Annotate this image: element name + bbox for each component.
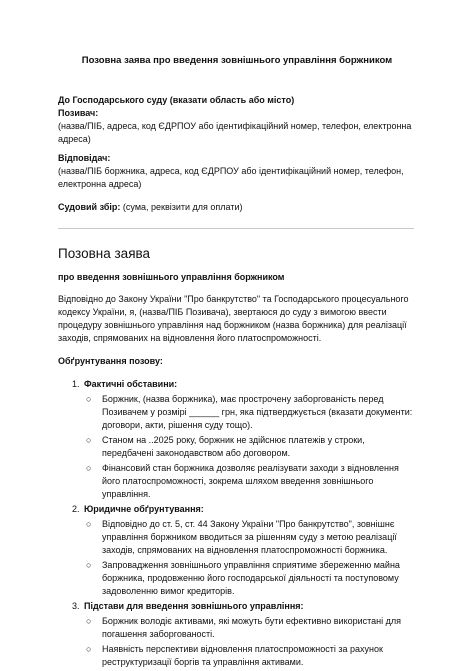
court-fee-details: (сума, реквізити для оплати) [122, 202, 243, 212]
plaintiff-details: (назва/ПІБ, адреса, код ЄДРПОУ або ідентифікаційний номер, телефон, електронна адреса) [58, 121, 412, 144]
claim-subheading: про введення зовнішнього управління боржником [58, 272, 285, 282]
list-item [86, 393, 418, 432]
defendant-label: Відповідач: [58, 153, 111, 163]
section-points [72, 393, 418, 501]
section-heading [72, 600, 418, 613]
document-title: Позовна заява про введення зовнішнього управління боржником [81, 55, 393, 66]
section-title: Фактичні обставини: [84, 379, 178, 389]
circle-bullet-icon: ○ [86, 644, 92, 654]
circle-bullet-icon: ○ [86, 616, 92, 626]
circle-bullet-icon: ○ [86, 463, 92, 473]
section-heading [72, 378, 418, 391]
list-item-text: Боржник, (назва боржника), має прострочену заборгованість перед Позивачем у розмірі ______ грн, яка підтверджується (вказати документи: договори, акти, рішення суду тощо). [102, 394, 413, 430]
section-divider [58, 228, 414, 229]
list-item-text: Фінансовий стан боржника дозволяє реалізувати заходи з відновлення його платоспроможності, зокрема шляхом введення зовнішнього управління. [102, 463, 399, 499]
court-line: До Господарського суду (вказати область або місто) [58, 95, 295, 105]
list-item-text: Боржник володіє активами, які можуть бути ефективно використані для погашення заборгованості. [102, 616, 402, 639]
document-body [58, 94, 418, 671]
section-number: 2. [72, 504, 80, 514]
circle-bullet-icon: ○ [86, 519, 92, 529]
list-item [86, 462, 418, 501]
list-item [86, 559, 418, 598]
grounds-list [58, 378, 418, 669]
section-points [72, 615, 418, 669]
grounds-section [72, 378, 418, 501]
list-item-text: Відповідно до ст. 5, ст. 44 Закону України "Про банкрутство", зовнішнє управління боржником вводиться за рішенням суду з метою реалізації заходів, спрямованих на відновлення платоспроможності боржника. [102, 519, 397, 555]
court-fee-line [58, 201, 418, 214]
section-number: 1. [72, 379, 80, 389]
plaintiff-label: Позивач: [58, 108, 99, 118]
list-item-text: Наявність перспективи відновлення платоспроможності за рахунок реструктуризації боргів та управління активами. [102, 644, 383, 667]
claim-heading: Позовна заява [58, 246, 151, 261]
section-points [72, 518, 418, 598]
circle-bullet-icon: ○ [86, 394, 92, 404]
grounds-section [72, 600, 418, 669]
list-item-text: Станом на ..2025 року, боржник не здійснює платежів у строки, передбачені законодавством або договором. [102, 435, 365, 458]
circle-bullet-icon: ○ [86, 435, 92, 445]
grounds-section [72, 503, 418, 598]
list-item [86, 518, 418, 557]
section-title: Підстави для введення зовнішнього управління: [84, 601, 304, 611]
defendant-details: (назва/ПІБ боржника, адреса, код ЄДРПОУ або ідентифікаційний номер, телефон, електронна адреса) [58, 166, 404, 189]
list-item [86, 434, 418, 460]
grounds-heading: Обґрунтування позову: [58, 356, 163, 366]
list-item-text: Запровадження зовнішнього управління сприятиме збереженню майна боржника, продовженню його господарської діяльності та поступовому задоволенню вимог кредиторів. [102, 560, 400, 596]
list-item [86, 615, 418, 641]
court-fee-label: Судовий збір: [58, 202, 121, 212]
section-title: Юридичне обґрунтування: [84, 504, 204, 514]
intro-paragraph: Відповідно до Закону України "Про банкрутство" та Господарського процесуального кодексу України, я, (назва/ПІБ Позивача), звертаюся до суду з вимогою ввести процедуру зовнішнього управління над боржником (назва боржника) для реалізації заходів, спрямованих на відновлення його платоспроможності. [58, 294, 409, 343]
section-number: 3. [72, 601, 80, 611]
list-item [86, 643, 418, 669]
section-heading [72, 503, 418, 516]
circle-bullet-icon: ○ [86, 560, 92, 570]
